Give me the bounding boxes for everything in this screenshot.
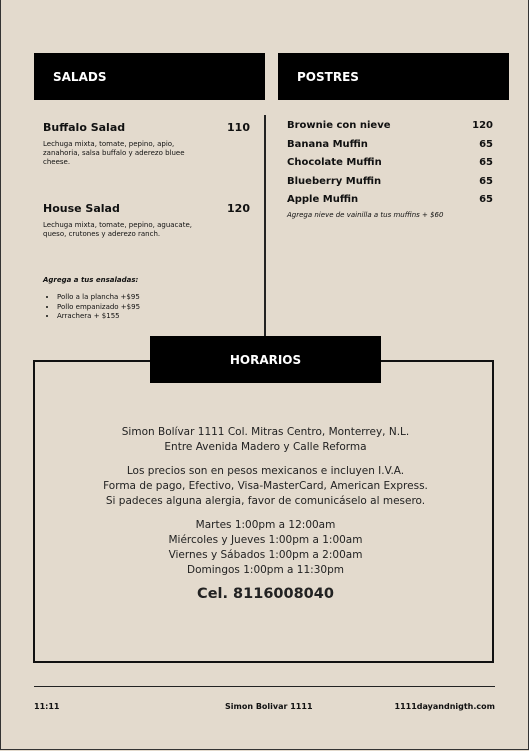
dessert-item (287, 139, 493, 158)
item-name: Chocolate Muffin (287, 157, 382, 168)
item-name: Brownie con nieve (287, 120, 391, 131)
item-price: 110 (227, 121, 250, 134)
item-price: 120 (227, 202, 250, 215)
menu-item-buffalo-salad (43, 121, 250, 167)
phone-number: Cel. 8116008040 (197, 586, 334, 602)
horarios-content (35, 425, 496, 602)
item-name: Buffalo Salad (43, 121, 126, 134)
salads-header (34, 53, 265, 100)
dessert-item (287, 120, 493, 139)
item-name: Apple Muffin (287, 194, 359, 205)
postres-header (278, 53, 509, 100)
item-price: 65 (479, 194, 493, 205)
item-name: Banana Muffin (287, 138, 368, 150)
info-block (35, 464, 496, 509)
footer-website: 1111dayandnigth.com (394, 702, 495, 711)
address-line: Simon Bolívar 1111 Col. Mitras Centro, Monterrey, N.L. (121, 426, 410, 438)
footer-left: 11:11 (34, 702, 60, 711)
extras-title: Agrega a tus ensaladas: (43, 276, 139, 284)
menu-item-house-salad (43, 202, 250, 239)
footer-divider (34, 686, 495, 687)
schedule-line: Miércoles y Jueves 1:00pm a 1:00am (168, 534, 363, 546)
extras-item: • Pollo a la plancha +$95 (57, 293, 140, 303)
item-description: Lechuga mixta, tomate, pepino, aguacate, queso, crutones y aderezo ranch. (43, 221, 192, 238)
item-price: 65 (479, 138, 493, 150)
info-line: Si padeces alguna alergia, favor de comunicáselo al mesero. (105, 495, 426, 507)
schedule-line: Martes 1:00pm a 12:00am (195, 519, 336, 531)
extras-item: • Pollo empanizado +$95 (57, 303, 140, 313)
item-name: Blueberry Muffin (287, 175, 382, 187)
dessert-item (287, 176, 493, 195)
horarios-header (150, 336, 381, 383)
salads-header-label: SALADS (53, 69, 107, 84)
schedule-line: Domingos 1:00pm a 11:30pm (187, 564, 344, 576)
postres-list (287, 120, 493, 219)
info-line: Los precios son en pesos mexicanos e incluyen I.V.A. (126, 465, 405, 477)
schedule-block (35, 518, 496, 578)
item-price: 65 (479, 175, 493, 187)
extras-list (43, 293, 140, 322)
column-divider (264, 115, 266, 337)
footer-address: Simon Bolivar 1111 (225, 702, 313, 711)
address-block (35, 425, 496, 455)
dessert-item (287, 157, 493, 176)
info-line: Forma de pago, Efectivo, Visa-MasterCard, American Express. (103, 480, 428, 492)
horarios-header-label: HORARIOS (229, 352, 302, 367)
item-price: 65 (479, 157, 493, 168)
postres-note: Agrega nieve de vainilla a tus muffins + $60 (287, 210, 444, 219)
address-line: Entre Avenida Madero y Calle Reforma (164, 441, 367, 453)
postres-header-label: POSTRES (297, 69, 359, 84)
item-name: House Salad (43, 202, 120, 215)
extras-item: • Arrachera + $155 (57, 312, 140, 322)
item-price: 120 (472, 120, 493, 131)
item-description: Lechuga mixta, tomate, pepino, apio, zanahoria, salsa buffalo y aderezo bluee cheese. (43, 140, 185, 166)
schedule-line: Viernes y Sábados 1:00pm a 2:00am (168, 549, 363, 561)
